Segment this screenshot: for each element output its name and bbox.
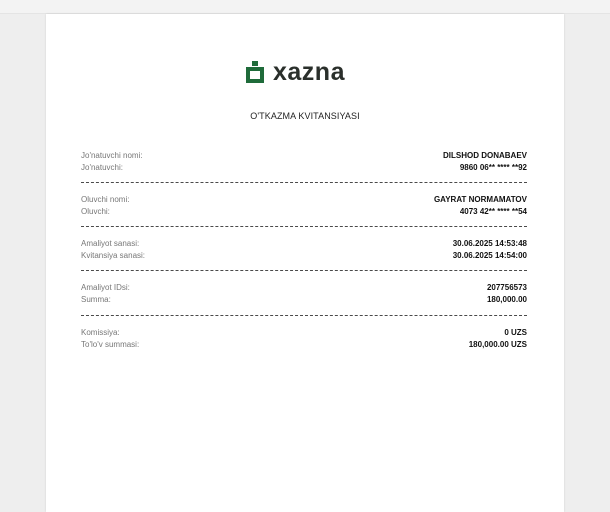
operation-id-label: Amaliyot IDsi: xyxy=(81,283,130,292)
xazna-logo xyxy=(246,59,345,85)
sender-name-row xyxy=(81,150,527,162)
receipt-date-label: Kvitansiya sanasi: xyxy=(81,251,146,260)
divider xyxy=(81,270,527,271)
receiver-card-value: 4073 42** **** **54 xyxy=(459,207,527,216)
receiver-name-label: Oluvchi nomi: xyxy=(81,195,130,204)
commission-value: 0 UZS xyxy=(504,328,527,337)
amount-row xyxy=(81,294,527,306)
sender-card-row xyxy=(81,162,527,174)
receiver-card-row xyxy=(81,206,527,218)
divider xyxy=(81,226,527,227)
divider xyxy=(81,315,527,316)
totals-section xyxy=(81,327,527,351)
receiver-name-value: GAYRAT NORMAMATOV xyxy=(433,195,527,204)
brand-name: xazna xyxy=(273,58,345,86)
xazna-logo-icon xyxy=(246,61,264,83)
receipt-page xyxy=(46,14,564,512)
receipt-date-row xyxy=(81,250,527,262)
total-row xyxy=(81,339,527,351)
amount-value: 180,000.00 xyxy=(486,295,527,304)
sender-card-label: Jo'natuvchi: xyxy=(81,163,123,172)
sender-name-value: DILSHOD DONABAEV xyxy=(442,151,527,160)
viewer-top-bar xyxy=(0,0,610,14)
sender-card-value: 9860 06** **** **92 xyxy=(459,163,527,172)
divider xyxy=(81,182,527,183)
operation-id-value: 207756573 xyxy=(486,283,527,292)
receiver-card-label: Oluvchi: xyxy=(81,207,110,216)
operation-date-label: Amaliyot sanasi: xyxy=(81,239,140,248)
amount-label: Summa: xyxy=(81,295,111,304)
operation-date-row xyxy=(81,238,527,250)
total-label: To'lo'v summasi: xyxy=(81,340,140,349)
operation-id-row xyxy=(81,282,527,294)
transaction-section xyxy=(81,282,527,306)
dates-section xyxy=(81,238,527,262)
sender-name-label: Jo'natuvchi nomi: xyxy=(81,151,143,160)
total-value: 180,000.00 UZS xyxy=(468,340,527,349)
commission-label: Komissiya: xyxy=(81,328,120,337)
sender-section xyxy=(81,150,527,174)
operation-date-value: 30.06.2025 14:53:48 xyxy=(452,239,527,248)
commission-row xyxy=(81,327,527,339)
receipt-date-value: 30.06.2025 14:54:00 xyxy=(452,251,527,260)
receiver-section xyxy=(81,194,527,218)
receipt-title: O'TKAZMA KVITANSIYASI xyxy=(250,111,360,121)
receiver-name-row xyxy=(81,194,527,206)
